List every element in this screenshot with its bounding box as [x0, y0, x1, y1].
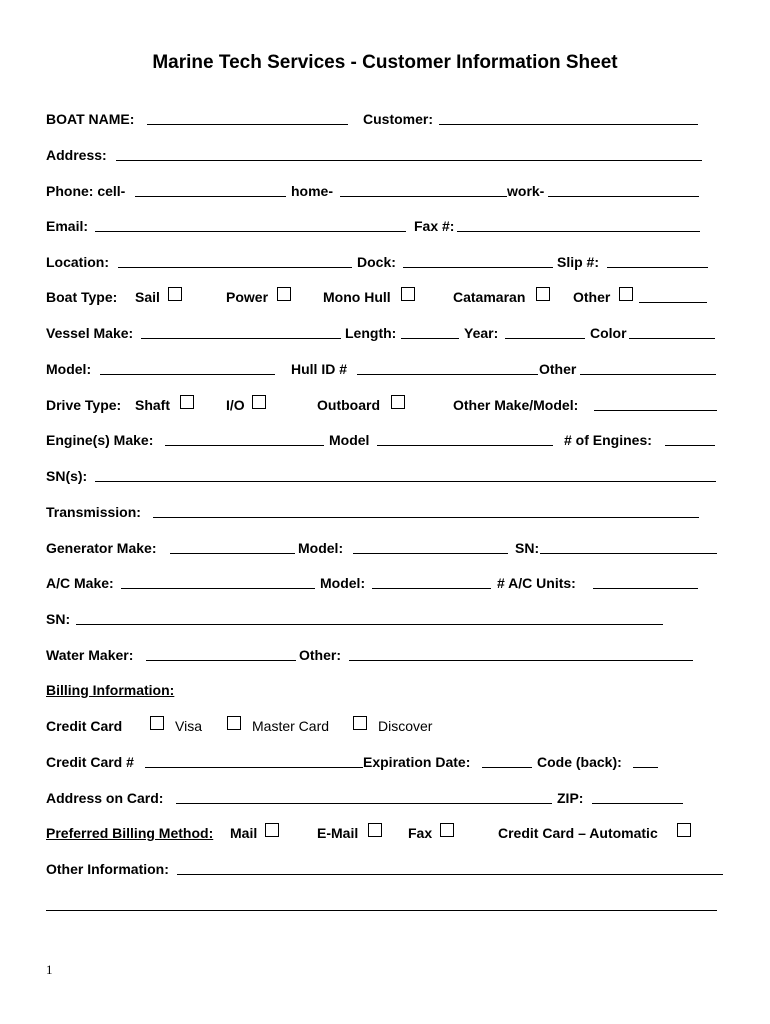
mono-hull-label: Mono Hull — [323, 289, 391, 305]
slip-field[interactable] — [607, 252, 708, 268]
zip-field[interactable] — [592, 788, 683, 804]
boat-name-label: BOAT NAME: — [46, 111, 135, 127]
water-other-field[interactable] — [349, 645, 693, 661]
mail-label: Mail — [230, 825, 258, 841]
credit-card-number-label: Credit Card # — [46, 754, 134, 770]
other-boat-type-field[interactable] — [639, 287, 707, 303]
location-field[interactable] — [118, 252, 352, 268]
power-label: Power — [226, 289, 269, 305]
code-back-label: Code (back): — [537, 754, 622, 770]
fax-label: Fax #: — [414, 218, 455, 234]
hull-id-field[interactable] — [357, 359, 538, 375]
sns-label: SN(s): — [46, 468, 88, 484]
phone-home-field[interactable] — [340, 181, 507, 197]
dock-label: Dock: — [357, 254, 396, 270]
mail-checkbox[interactable] — [265, 823, 279, 837]
generator-model-label: Model: — [298, 540, 344, 556]
ac-model-label: Model: — [320, 575, 366, 591]
sail-checkbox[interactable] — [168, 287, 182, 301]
boat-type-label: Boat Type: — [46, 289, 118, 305]
discover-label: Discover — [378, 718, 433, 734]
outboard-checkbox[interactable] — [391, 395, 405, 409]
email-method-checkbox[interactable] — [368, 823, 382, 837]
cc-automatic-checkbox[interactable] — [677, 823, 691, 837]
generator-model-field[interactable] — [353, 538, 508, 554]
phone-work-label: work- — [507, 183, 545, 199]
billing-information-heading: Billing Information: — [46, 682, 175, 698]
zip-label: ZIP: — [557, 790, 584, 806]
address-label: Address: — [46, 147, 107, 163]
water-maker-field[interactable] — [146, 645, 296, 661]
location-label: Location: — [46, 254, 109, 270]
io-label: I/O — [226, 397, 245, 413]
water-maker-label: Water Maker: — [46, 647, 134, 663]
master-card-label: Master Card — [252, 718, 330, 734]
water-other-label: Other: — [299, 647, 341, 663]
generator-make-label: Generator Make: — [46, 540, 157, 556]
hull-id-label: Hull ID # — [291, 361, 348, 377]
catamaran-label: Catamaran — [453, 289, 526, 305]
master-card-checkbox[interactable] — [227, 716, 241, 730]
phone-work-field[interactable] — [548, 181, 699, 197]
ac-sn-label: SN: — [46, 611, 71, 627]
generator-sn-field[interactable] — [540, 538, 717, 554]
transmission-field[interactable] — [153, 502, 699, 518]
length-field[interactable] — [401, 323, 459, 339]
customer-field[interactable] — [439, 109, 698, 125]
code-back-field[interactable] — [633, 752, 658, 768]
credit-card-number-field[interactable] — [145, 752, 363, 768]
address-on-card-field[interactable] — [176, 788, 552, 804]
other-boat-type-checkbox[interactable] — [619, 287, 633, 301]
sns-field[interactable] — [95, 466, 716, 482]
drive-type-label: Drive Type: — [46, 397, 122, 413]
year-label: Year: — [464, 325, 499, 341]
generator-make-field[interactable] — [170, 538, 295, 554]
mono-hull-checkbox[interactable] — [401, 287, 415, 301]
form-title: Marine Tech Services - Customer Information Sheet — [152, 52, 618, 73]
vessel-other-field[interactable] — [580, 359, 716, 375]
num-engines-label: # of Engines: — [564, 432, 652, 448]
credit-card-label: Credit Card — [46, 718, 123, 734]
other-information-field[interactable] — [177, 859, 723, 875]
sail-label: Sail — [135, 289, 160, 305]
catamaran-checkbox[interactable] — [536, 287, 550, 301]
transmission-label: Transmission: — [46, 504, 141, 520]
other-boat-type-label: Other — [573, 289, 611, 305]
color-label: Color — [590, 325, 627, 341]
other-information-line-2[interactable] — [46, 895, 717, 911]
dock-field[interactable] — [403, 252, 553, 268]
other-information-label: Other Information: — [46, 861, 169, 877]
phone-cell-label: Phone: cell- — [46, 183, 126, 199]
ac-make-label: A/C Make: — [46, 575, 114, 591]
boat-name-field[interactable] — [147, 109, 348, 125]
engine-model-label: Model — [329, 432, 370, 448]
discover-checkbox[interactable] — [353, 716, 367, 730]
ac-units-field[interactable] — [593, 573, 698, 589]
ac-units-label: # A/C Units: — [497, 575, 576, 591]
outboard-label: Outboard — [317, 397, 380, 413]
engine-model-field[interactable] — [377, 430, 553, 446]
vessel-make-field[interactable] — [141, 323, 341, 339]
preferred-billing-label: Preferred Billing Method: — [46, 825, 214, 841]
power-checkbox[interactable] — [277, 287, 291, 301]
year-field[interactable] — [505, 323, 585, 339]
generator-sn-label: SN: — [515, 540, 540, 556]
shaft-checkbox[interactable] — [180, 395, 194, 409]
engines-make-field[interactable] — [165, 430, 324, 446]
expiration-date-label: Expiration Date: — [363, 754, 471, 770]
visa-checkbox[interactable] — [150, 716, 164, 730]
visa-label: Visa — [175, 718, 202, 734]
vessel-make-label: Vessel Make: — [46, 325, 134, 341]
cc-automatic-label: Credit Card – Automatic — [498, 825, 658, 841]
shaft-label: Shaft — [135, 397, 170, 413]
address-on-card-label: Address on Card: — [46, 790, 164, 806]
length-label: Length: — [345, 325, 397, 341]
phone-cell-field[interactable] — [135, 181, 286, 197]
ac-sn-field[interactable] — [76, 609, 663, 625]
page-number: 1 — [46, 962, 53, 977]
fax-method-label: Fax — [408, 825, 433, 841]
ac-model-field[interactable] — [372, 573, 491, 589]
email-label: Email: — [46, 218, 89, 234]
fax-field[interactable] — [457, 216, 700, 232]
address-field[interactable] — [116, 145, 702, 161]
slip-label: Slip #: — [557, 254, 600, 270]
other-make-model-label: Other Make/Model: — [453, 397, 579, 413]
num-engines-field[interactable] — [665, 430, 715, 446]
email-method-label: E-Mail — [317, 825, 359, 841]
ac-make-field[interactable] — [121, 573, 315, 589]
customer-label: Customer: — [363, 111, 434, 127]
other-make-model-field[interactable] — [594, 395, 717, 411]
expiration-date-field[interactable] — [482, 752, 532, 768]
model-label: Model: — [46, 361, 92, 377]
engines-make-label: Engine(s) Make: — [46, 432, 154, 448]
email-field[interactable] — [95, 216, 406, 232]
io-checkbox[interactable] — [252, 395, 266, 409]
fax-method-checkbox[interactable] — [440, 823, 454, 837]
vessel-other-label: Other — [539, 361, 577, 377]
phone-home-label: home- — [291, 183, 333, 199]
model-field[interactable] — [100, 359, 275, 375]
color-field[interactable] — [629, 323, 715, 339]
